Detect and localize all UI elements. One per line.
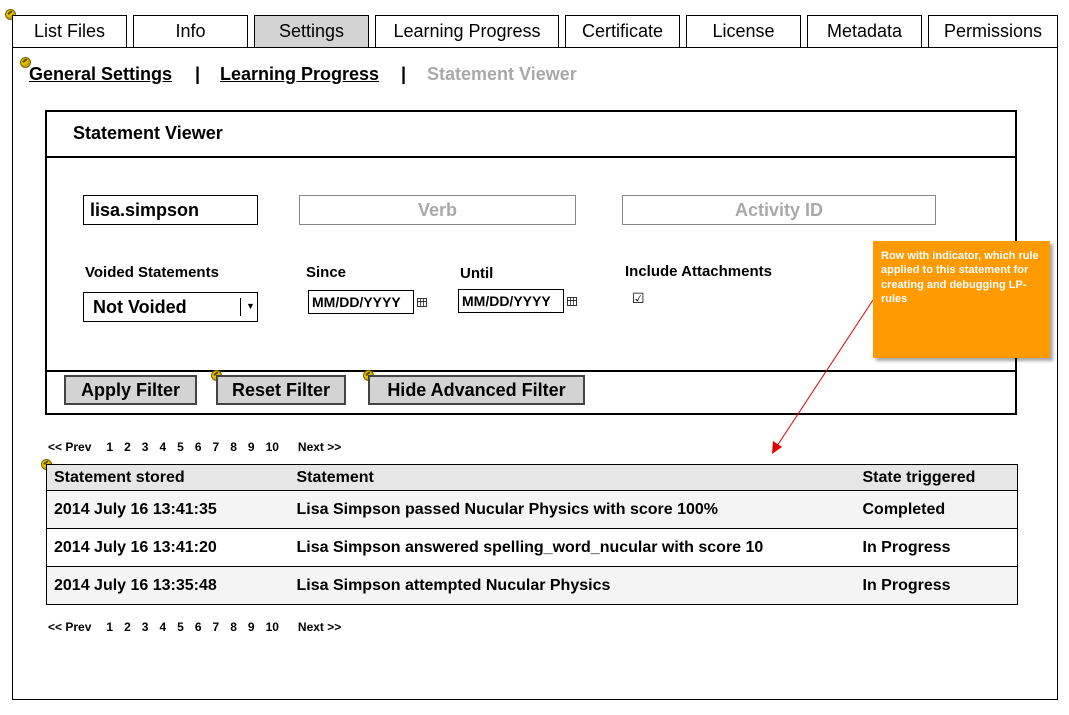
pager-page-link[interactable]: 3 <box>141 620 149 634</box>
cell-stored: 2014 July 16 13:41:35 <box>47 491 290 529</box>
pager-page-link[interactable]: 6 <box>194 620 202 634</box>
tab-label: License <box>712 21 775 41</box>
tab-label: Permissions <box>943 21 1043 41</box>
pager-page-link[interactable]: 7 <box>212 620 220 634</box>
pager-page-link[interactable]: 5 <box>177 440 184 454</box>
cell-statement: Lisa Simpson attempted Nucular Physics <box>290 567 856 605</box>
pager-page-link[interactable]: 3 <box>141 440 149 454</box>
pager-page-link[interactable]: 4 <box>159 440 167 454</box>
tab-label: Certificate <box>581 21 664 41</box>
subnav-separator: | <box>195 64 201 84</box>
until-date-field[interactable]: MM/DD/YYYY <box>458 289 564 313</box>
pager-page-link[interactable]: 1 <box>106 440 114 454</box>
voided-select-value: Not Voided <box>93 296 187 317</box>
until-label: Until <box>460 265 494 282</box>
pager-page-link[interactable]: 6 <box>194 440 202 454</box>
tab-label: Settings <box>278 21 345 41</box>
pager-page-link[interactable]: 9 <box>247 440 255 454</box>
user-field[interactable]: lisa.simpson <box>83 195 258 225</box>
cell-statement: Lisa Simpson answered spelling_word_nucular with score 10 <box>290 529 856 567</box>
pager-page-link[interactable]: 7 <box>212 440 220 454</box>
tab-label: Learning Progress <box>393 21 541 41</box>
subnav-general-settings[interactable]: General Settings <box>29 64 173 84</box>
pager-page-link[interactable]: 5 <box>177 620 184 634</box>
pager-page-link[interactable]: 9 <box>247 620 255 634</box>
reset-filter-button[interactable]: Reset Filter <box>216 375 346 405</box>
apply-filter-button[interactable]: Apply Filter <box>64 375 197 405</box>
subnav-learning-progress[interactable]: Learning Progress <box>220 64 380 84</box>
cell-stored: 2014 July 16 13:41:20 <box>47 529 290 567</box>
pager-page-link[interactable]: 2 <box>124 620 131 634</box>
verb-field[interactable]: Verb <box>299 195 576 225</box>
subnav-separator: | <box>401 64 407 84</box>
subnav-statement-viewer: Statement Viewer <box>427 64 577 84</box>
activity-id-field[interactable]: Activity ID <box>622 195 936 225</box>
pager-page-link[interactable]: 4 <box>159 620 167 634</box>
pager-page-link[interactable]: 2 <box>124 440 131 454</box>
chevron-down-icon: ▼ <box>246 301 255 311</box>
hide-advanced-filter-button[interactable]: Hide Advanced Filter <box>368 375 585 405</box>
cell-stored: 2014 July 16 13:35:48 <box>47 567 290 605</box>
pager-page-link[interactable]: 10 <box>265 440 279 454</box>
tab-label: Metadata <box>826 21 903 41</box>
pager-prev-link[interactable]: << Prev <box>48 620 92 634</box>
pager-next-link[interactable]: Next >> <box>297 620 342 634</box>
tab-label: List Files <box>33 21 105 41</box>
column-header-statement[interactable]: Statement <box>290 465 856 491</box>
cell-state: In Progress <box>856 567 1018 605</box>
pager-next-link[interactable]: Next >> <box>297 440 342 454</box>
pager-page-link[interactable]: 10 <box>265 620 279 634</box>
column-header-statement-stored[interactable]: Statement stored <box>47 465 290 491</box>
since-label: Since <box>306 264 347 281</box>
pager-page-link[interactable]: 8 <box>230 440 237 454</box>
pager-prev-link[interactable]: << Prev <box>48 440 92 454</box>
cell-statement: Lisa Simpson passed Nucular Physics with score 100% <box>290 491 856 529</box>
include-attachments-label: Include Attachments <box>625 263 772 280</box>
voided-statements-label: Voided Statements <box>85 264 219 281</box>
pager-page-link[interactable]: 8 <box>230 620 237 634</box>
cell-state: In Progress <box>856 529 1018 567</box>
cell-state: Completed <box>856 491 1018 529</box>
pager-page-link[interactable]: 1 <box>106 620 114 634</box>
annotation-sticky-note <box>873 241 1050 358</box>
annotation-note-text: Row with indicator, which rule applied to this statement for creating and debugging LP-rules <box>881 250 1039 305</box>
since-date-field[interactable]: MM/DD/YYYY <box>308 290 414 314</box>
tab-label: Info <box>175 21 206 41</box>
include-attachments-checkbox[interactable]: ☑ <box>632 290 645 306</box>
column-header-state-triggered[interactable]: State triggered <box>856 465 1018 491</box>
panel-title: Statement Viewer <box>73 123 223 143</box>
